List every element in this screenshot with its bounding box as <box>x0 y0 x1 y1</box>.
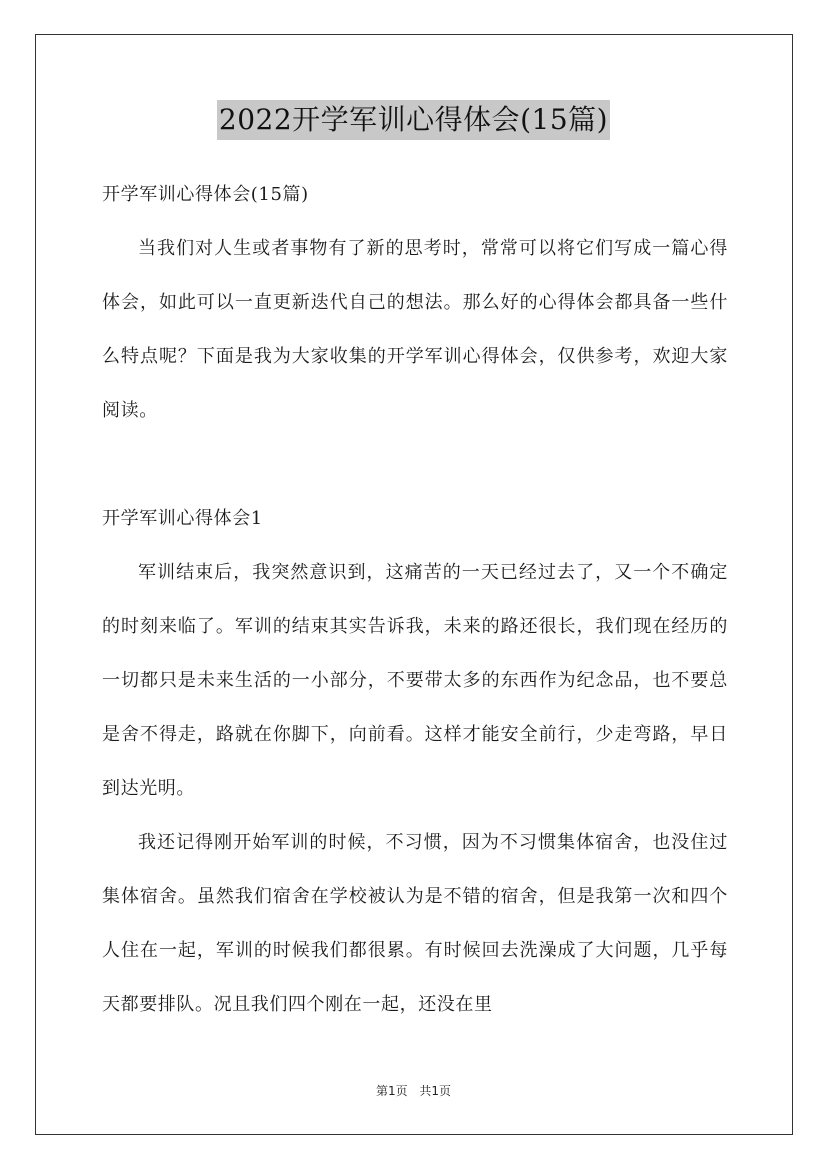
section-heading: 开学军训心得体会1 <box>102 508 263 529</box>
document-subtitle: 开学军训心得体会(15篇) <box>102 184 309 205</box>
intro-paragraph: 当我们对人生或者事物有了新的思考时，常常可以将它们写成一篇心得体会，如此可以一直更新迭代自己的想法。那么好的心得体会都具备一些什么特点呢？下面是我为大家收集的开学军训心得体会，仅供参考，欢迎大家阅读。 <box>102 238 728 421</box>
title-container <box>0 100 827 140</box>
document-body <box>102 168 728 1032</box>
body-paragraph-2: 我还记得刚开始军训的时候，不习惯，因为不习惯集体宿舍，也没住过集体宿舍。虽然我们宿舍在学校被认为是不错的宿舍，但是我第一次和四个人住在一起，军训的时候我们都很累。有时候回去洗澡成了大问题，几乎每天都要排队。况且我们四个刚在一起，还没在里 <box>102 832 728 1015</box>
blank-line <box>102 438 728 492</box>
document-title: 2022开学军训心得体会(15篇) <box>217 100 610 140</box>
page-total: 共1页 <box>419 1084 452 1098</box>
body-paragraph-1: 军训结束后，我突然意识到，这痛苦的一天已经过去了，又一个不确定的时刻来临了。军训的结束其实告诉我，未来的路还很长，我们现在经历的一切都只是未来生活的一小部分，不要带太多的东西作为纪念品，也不要总是舍不得走，路就在你脚下，向前看。这样才能安全前行，少走弯路，早日到达光明。 <box>102 562 728 799</box>
page-number: 第1页 <box>375 1084 408 1098</box>
page-footer <box>0 1082 827 1099</box>
